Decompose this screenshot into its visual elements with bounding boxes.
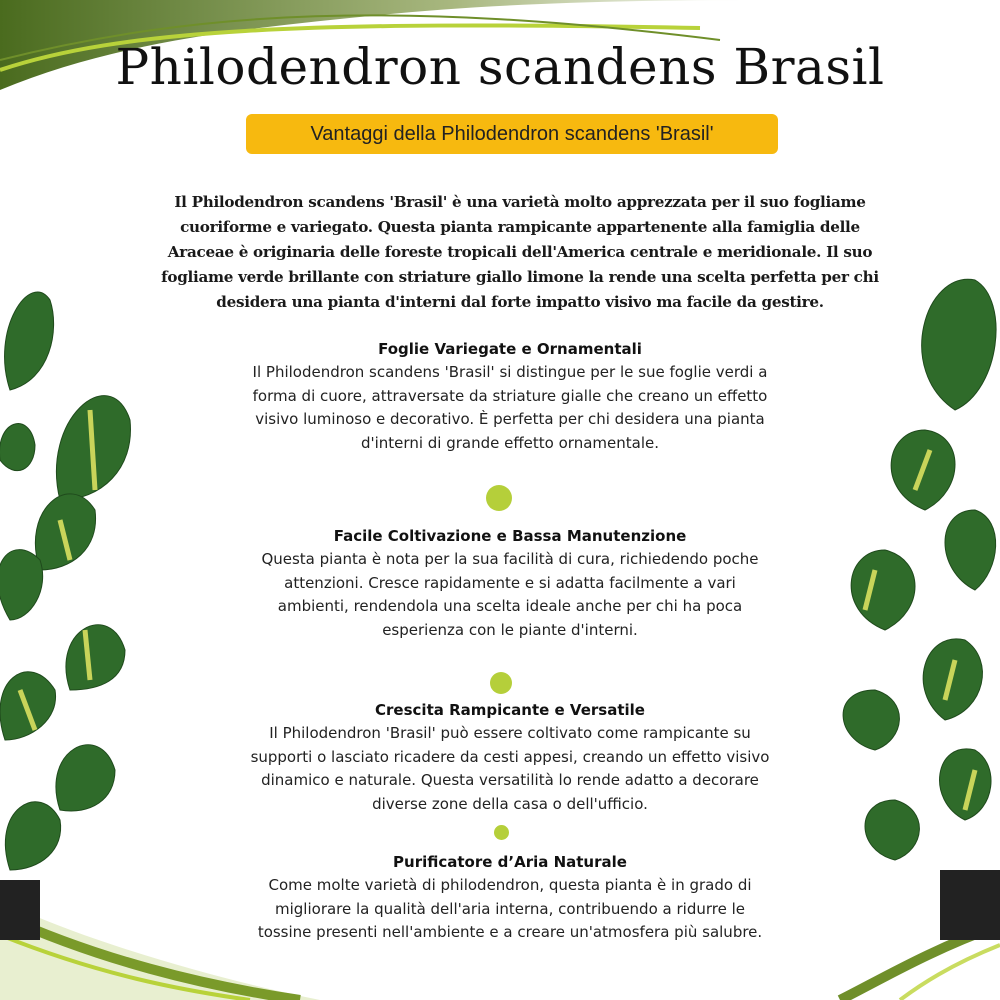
section-title: Facile Coltivazione e Bassa Manutenzione xyxy=(333,527,687,545)
page-title: Philodendron scandens Brasil xyxy=(115,38,885,96)
section-variegated-leaves xyxy=(250,337,770,455)
benefits-badge: Vantaggi della Philodendron scandens 'Brasil' xyxy=(246,114,778,154)
divider-dot xyxy=(490,672,512,694)
section-air-purifier xyxy=(250,850,770,945)
section-title: Foglie Variegate e Ornamentali xyxy=(378,340,642,358)
section-easy-care xyxy=(250,524,770,642)
pot xyxy=(0,880,40,940)
section-title: Crescita Rampicante e Versatile xyxy=(375,701,645,719)
section-climbing-growth xyxy=(250,698,770,816)
section-text: Questa pianta è nota per la sua facilità di cura, richiedendo poche attenzioni. Cresce rapidamente e si adatta facilmente a vari ambienti, rendendola una scelta ideale anche per chi ha poca esperienza con le piante d'interni. xyxy=(261,550,759,639)
left-plant-image xyxy=(0,270,145,940)
divider-dot xyxy=(486,485,512,511)
section-text: Il Philodendron scandens 'Brasil' si distingue per le sue foglie verdi a forma di cuore, attraversate da striature gialle che creano un effetto visivo luminoso e decorativo. È perfetta per chi desidera una pianta d'interni di grande effetto ornamentale. xyxy=(252,363,768,452)
divider-dot xyxy=(494,825,509,840)
right-plant-image xyxy=(835,270,1000,940)
section-text: Come molte varietà di philodendron, questa pianta è in grado di migliorare la qualità dell'aria interna, contribuendo a ridurre le tossine presenti nell'ambiente e a creare un'atmosfera più salubre. xyxy=(257,876,763,941)
section-text: Il Philodendron 'Brasil' può essere coltivato come rampicante su supporti o lasciato ricadere da cesti appesi, creando un effetto visivo dinamico e naturale. Questa versatilità lo rende adatto a decorare diverse zone della casa o dell'ufficio. xyxy=(250,724,770,813)
intro-paragraph: Il Philodendron scandens 'Brasil' è una varietà molto apprezzata per il suo fogliame cuoriforme e variegato. Questa pianta rampicante appartenente alla famiglia delle Araceae è originaria delle foreste tropicali dell'America centrale e meridionale. Il suo fogliame verde brillante con striature giallo limone la rende una scelta perfetta per chi desidera una pianta d'interni dal forte impatto visivo ma facile da gestire. xyxy=(161,193,879,311)
pot xyxy=(940,870,1000,940)
section-title: Purificatore d’Aria Naturale xyxy=(393,853,627,871)
